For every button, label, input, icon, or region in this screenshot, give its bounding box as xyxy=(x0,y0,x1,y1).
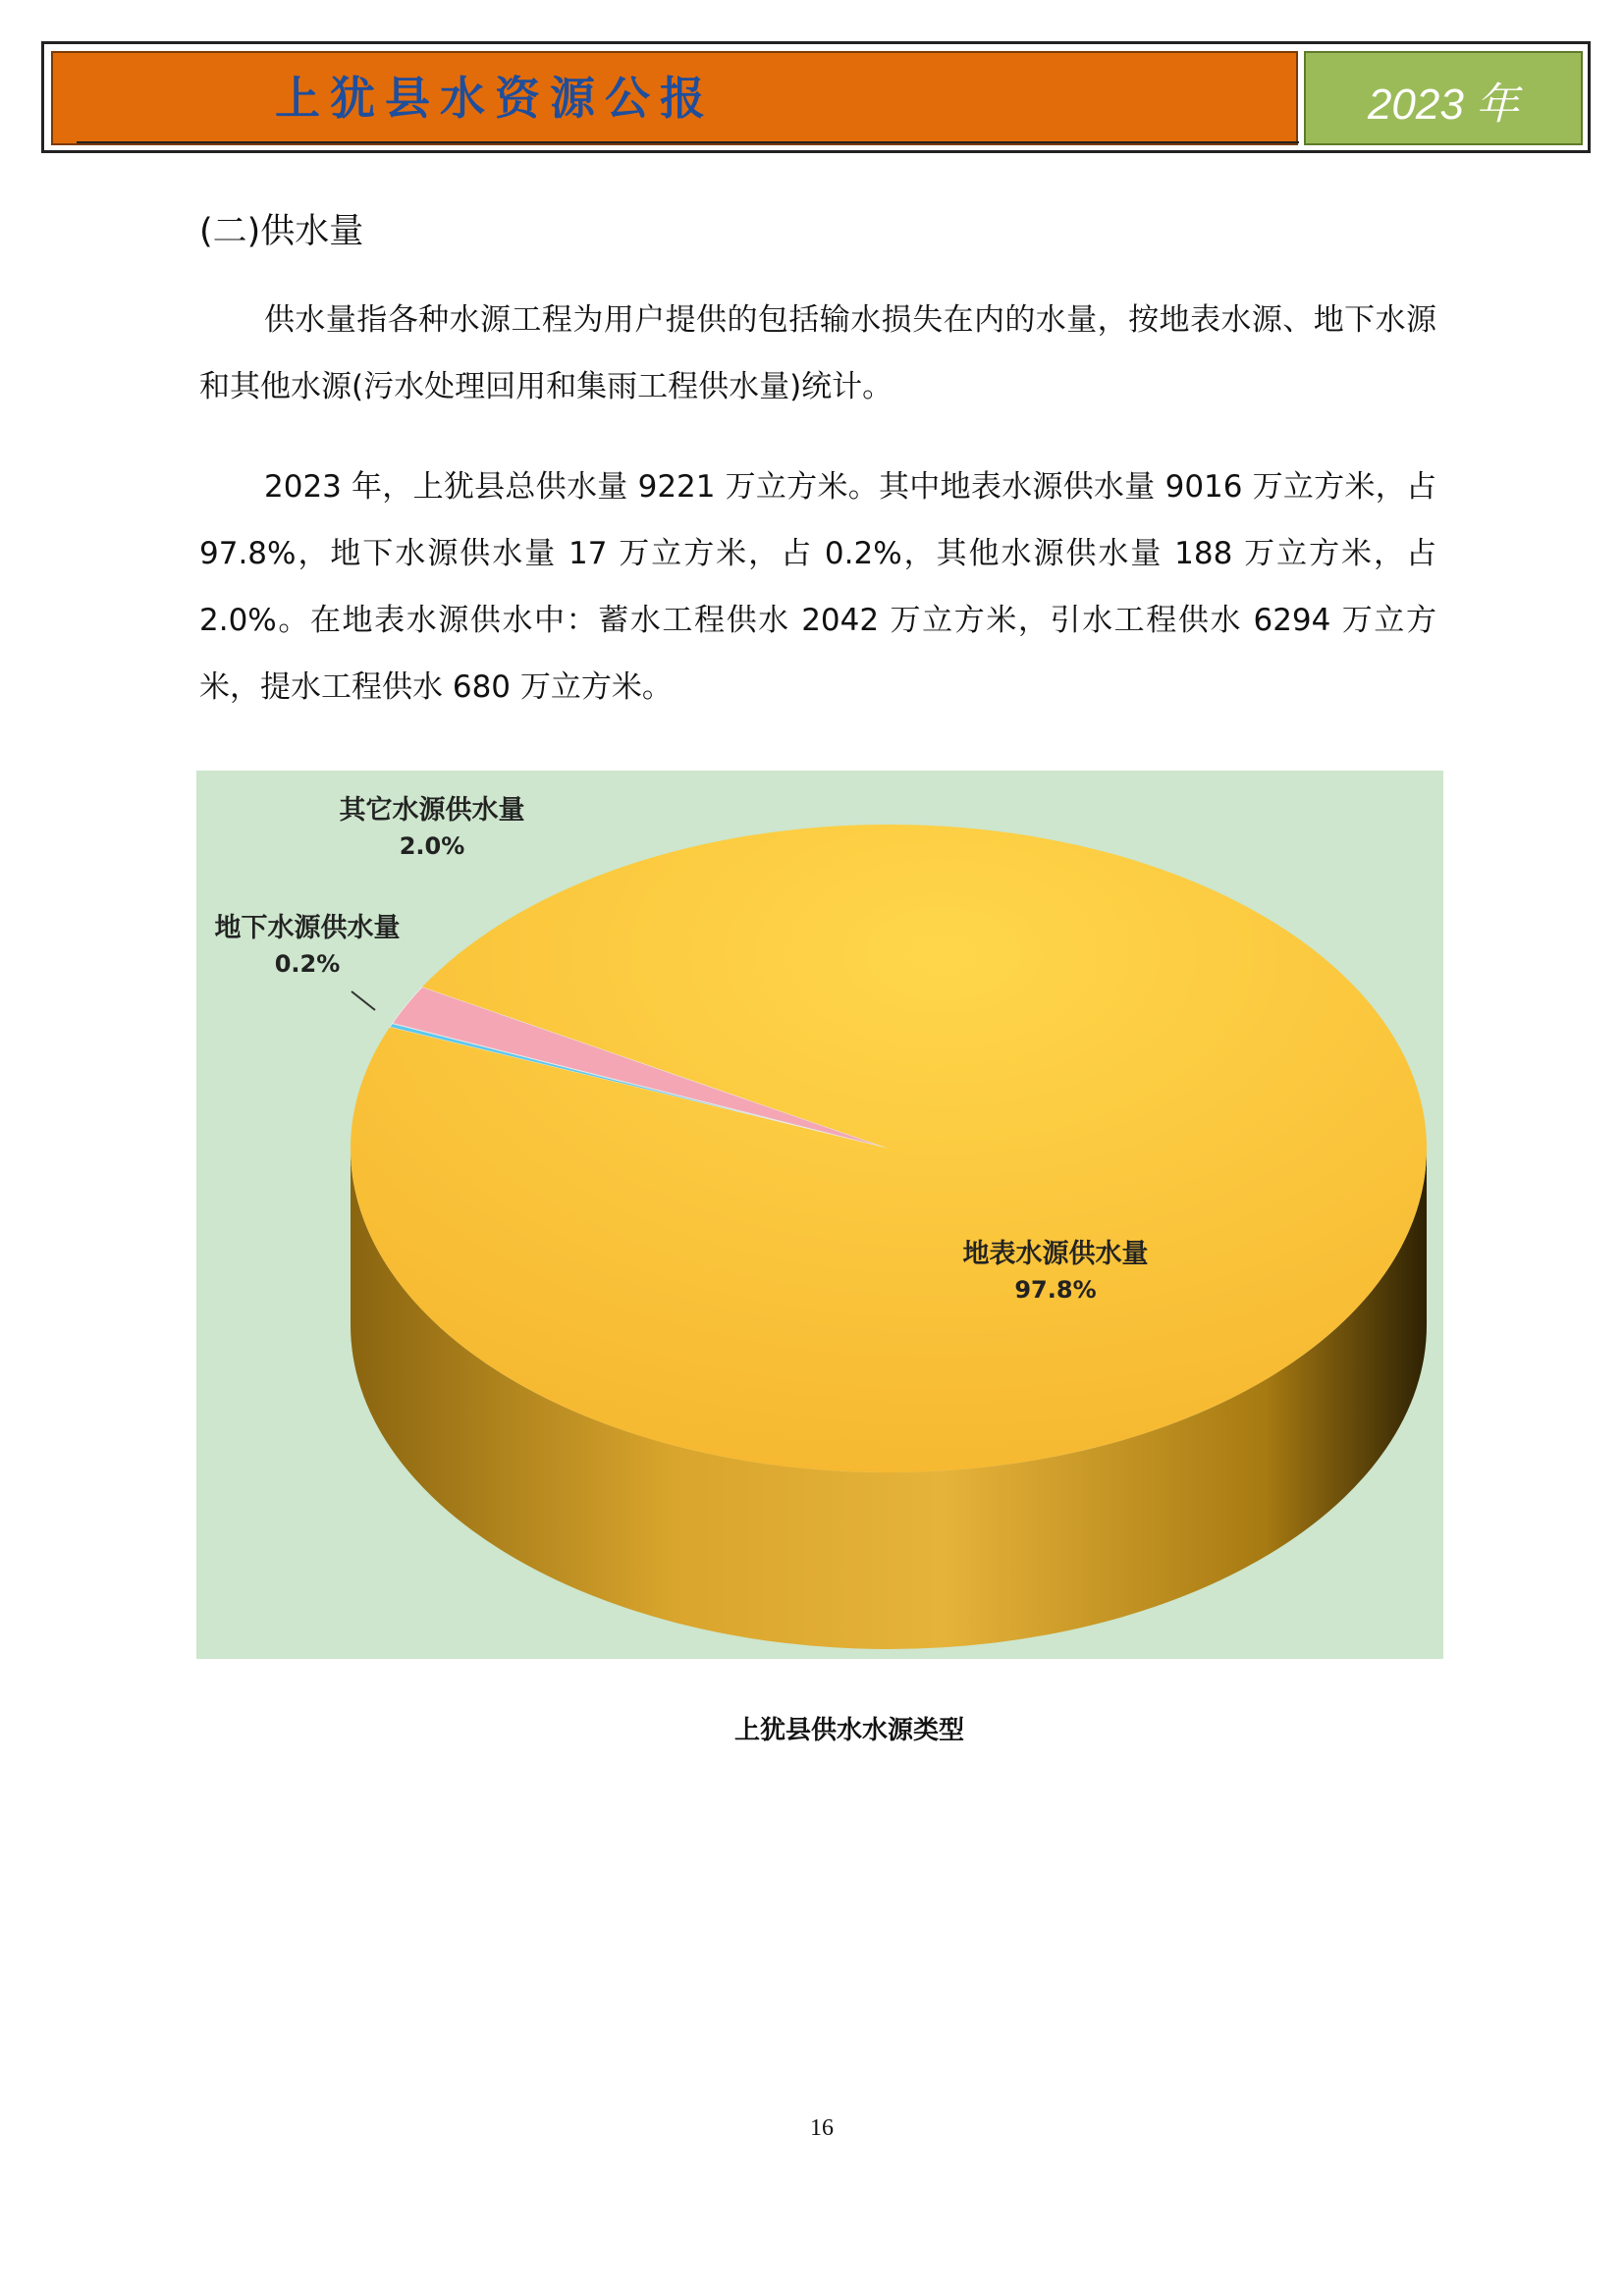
label-surface-water-name: 地表水源供水量 xyxy=(962,1239,1149,1269)
slice-surface-water xyxy=(351,825,1427,1472)
header-year-box xyxy=(1304,51,1583,145)
pie-chart-svg xyxy=(196,771,1443,1659)
paragraph-definition: 供水量指各种水源工程为用户提供的包括输水损失在内的水量，按地表水源、地下水源和其他水源(污水处理回用和集雨工程供水量)统计。 xyxy=(199,302,1436,404)
report-title: 上犹县水资源公报 xyxy=(275,72,715,125)
page-number: 16 xyxy=(810,2115,834,2141)
pie-chart xyxy=(196,771,1443,1659)
label-surface-water-pct: 97.8% xyxy=(1014,1276,1097,1304)
section-heading: (二)供水量 xyxy=(199,212,364,251)
header-title-box xyxy=(51,51,1298,145)
label-other-water-name: 其它水源供水量 xyxy=(339,795,525,826)
ground-water-leader-line xyxy=(352,991,375,1010)
report-year: 2023 年 xyxy=(1367,80,1520,129)
pie-top xyxy=(351,825,1427,1472)
header-rule xyxy=(77,141,1299,143)
chart-caption: 上犹县供水水源类型 xyxy=(733,1716,964,1745)
page-header xyxy=(41,41,1591,153)
paragraph-statistics: 2023 年，上犹县总供水量 9221 万立方米。其中地表水源供水量 9016 万立方米，占 97.8%，地下水源供水量 17 万立方米，占 0.2%，其他水源供水量 188 万立方米，占 2.0%。在地表水源供水中：蓄水工程供水 2042 万立方米，引水工程供水 6294 万立方米，提水工程供水 680 万立方米。 xyxy=(199,469,1436,705)
label-other-water-pct: 2.0% xyxy=(399,832,465,860)
label-ground-water xyxy=(204,906,410,978)
label-surface-water xyxy=(938,1232,1173,1304)
label-ground-water-name: 地下水源供水量 xyxy=(214,913,401,943)
label-other-water xyxy=(309,788,555,860)
label-ground-water-pct: 0.2% xyxy=(274,950,341,978)
